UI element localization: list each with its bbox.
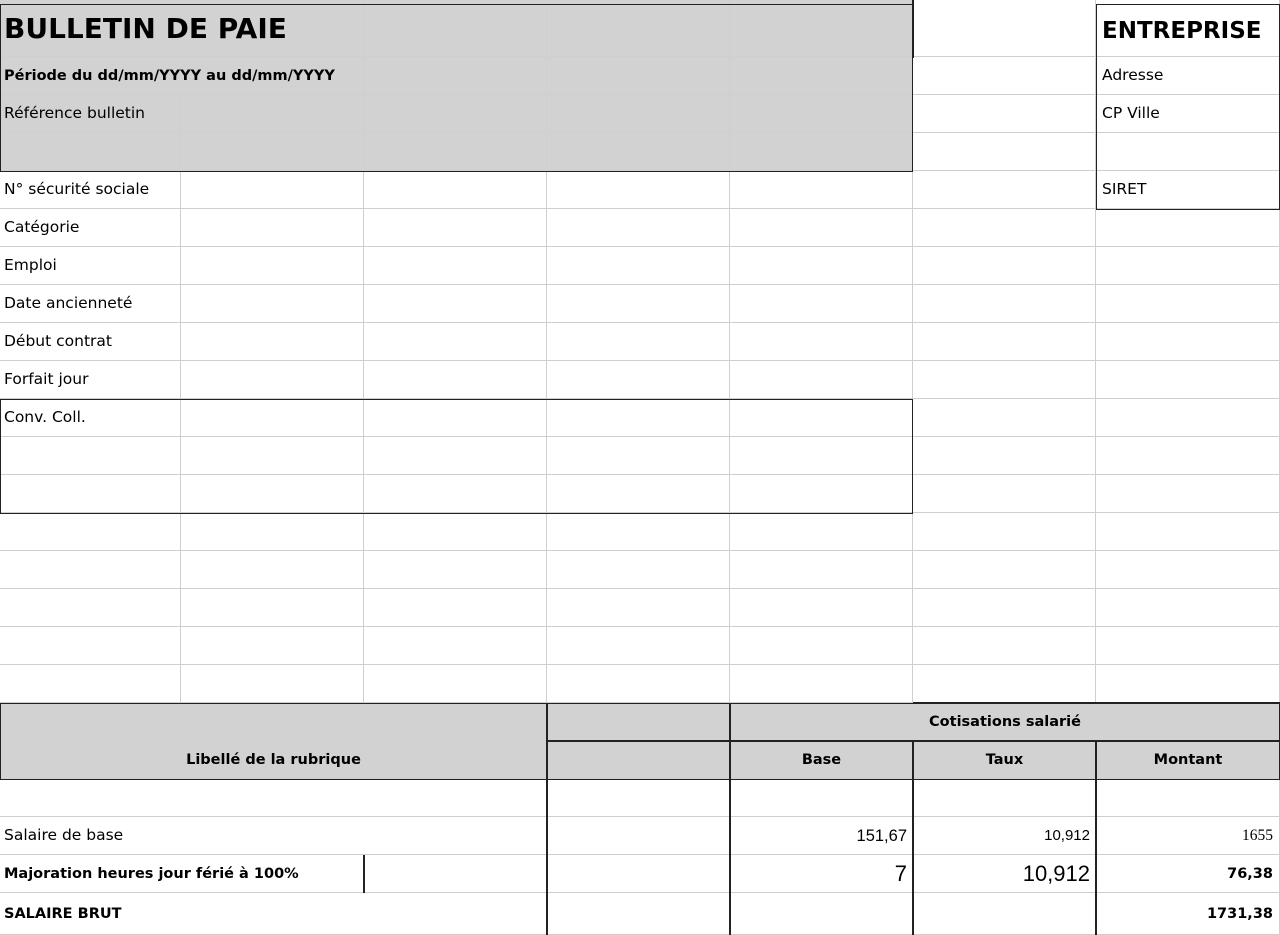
column-header-rate: Taux [985,751,1024,768]
sheet-cell[interactable] [913,589,1096,627]
line-rate: 10,912 [1044,827,1090,844]
sheet-cell[interactable] [547,893,730,935]
field-category: Catégorie [4,218,80,236]
sheet-cell[interactable] [181,323,364,361]
lines-header-top-border [913,702,1280,704]
sheet-cell[interactable] [547,323,730,361]
sheet-cell[interactable] [0,437,181,475]
sheet-cell[interactable] [1096,285,1280,323]
sheet-cell[interactable] [364,513,547,551]
lines-divider-taux [912,779,914,935]
sheet-cell[interactable] [181,551,364,589]
sheet-cell[interactable] [547,589,730,627]
field-social-security: N° sécurité sociale [4,180,150,198]
sheet-cell[interactable] [0,513,181,551]
sheet-cell[interactable] [913,57,1096,95]
sheet-cell[interactable] [0,551,181,589]
employer-siret: SIRET [1102,180,1147,198]
sheet-cell[interactable] [1096,475,1280,513]
lines-divider-base [729,779,731,935]
sheet-cell[interactable] [730,627,913,665]
sheet-cell[interactable] [0,133,181,171]
sheet-cell[interactable] [913,95,1096,133]
sheet-cell[interactable] [913,551,1096,589]
employer-gap-divider [912,0,914,58]
sheet-cell[interactable] [730,285,913,323]
sheet-cell[interactable] [547,247,730,285]
sheet-cell[interactable] [364,551,547,589]
sheet-cell[interactable] [0,627,181,665]
sheet-cell[interactable] [913,247,1096,285]
employer-address: Adresse [1102,66,1164,84]
field-day-package: Forfait jour [4,370,89,388]
sheet-cell[interactable] [547,779,730,817]
sheet-cell[interactable] [1096,627,1280,665]
field-job: Emploi [4,256,57,274]
sheet-cell[interactable] [181,665,364,703]
sheet-cell[interactable] [547,57,730,95]
sheet-cell[interactable] [1096,437,1280,475]
sheet-cell[interactable] [913,893,1096,935]
sheet-cell[interactable] [364,855,547,893]
sheet-cell[interactable] [547,133,730,171]
sheet-cell[interactable] [913,171,1096,209]
sheet-cell[interactable] [730,95,913,133]
sheet-cell[interactable] [364,209,547,247]
sheet-cell[interactable] [547,171,730,209]
line-rate: 10,912 [1022,861,1090,886]
reference-label: Référence bulletin [4,104,145,122]
sheet-cell[interactable] [364,399,547,437]
sheet-cell[interactable] [547,817,730,855]
sheet-cell[interactable] [547,513,730,551]
sheet-cell[interactable] [364,437,547,475]
sheet-cell[interactable] [1096,665,1280,703]
sheet-cell[interactable] [181,171,364,209]
column-header-group: Cotisations salarié [929,713,1081,730]
sheet-cell[interactable] [730,399,913,437]
sheet-cell[interactable] [913,475,1096,513]
sheet-cell[interactable] [1096,209,1280,247]
sheet-cell[interactable] [364,95,547,133]
line-label: Majoration heures jour férié à 100% [4,865,299,882]
line-base: 151,67 [856,826,907,845]
line-label: Salaire de base [4,826,124,844]
sheet-cell[interactable] [364,323,547,361]
sheet-cell[interactable] [730,437,913,475]
sheet-cell[interactable] [913,285,1096,323]
sheet-cell[interactable] [181,133,364,171]
sheet-cell[interactable] [547,703,730,741]
period-label: Période du dd/mm/YYYY au dd/mm/YYYY [4,67,335,84]
sheet-cell[interactable] [1096,589,1280,627]
sheet-cell[interactable] [547,437,730,475]
sheet-cell[interactable] [1096,247,1280,285]
sheet-cell[interactable] [1096,323,1280,361]
sheet-cell[interactable] [181,95,364,133]
majoration-label-divider [363,855,365,893]
sheet-cell[interactable] [181,437,364,475]
sheet-cell[interactable] [730,323,913,361]
sheet-cell[interactable] [730,589,913,627]
sheet-cell[interactable] [364,171,547,209]
sheet-cell[interactable] [1096,399,1280,437]
field-contract-start: Début contrat [4,332,112,350]
field-collective-agreement: Conv. Coll. [4,408,86,426]
sheet-cell[interactable] [181,361,364,399]
sheet-cell[interactable] [913,665,1096,703]
sheet-cell[interactable] [0,703,547,779]
sheet-cell[interactable] [730,513,913,551]
sheet-cell[interactable] [730,133,913,171]
sheet-cell[interactable] [364,133,547,171]
sheet-cell[interactable] [1096,779,1280,817]
sheet-cell[interactable] [547,741,730,779]
line-base: 7 [894,861,907,886]
column-header-base: Base [801,751,842,768]
sheet-cell[interactable] [547,95,730,133]
sheet-cell[interactable] [730,475,913,513]
sheet-cell[interactable] [547,285,730,323]
sheet-cell[interactable] [913,513,1096,551]
sheet-cell[interactable] [913,209,1096,247]
sheet-cell[interactable] [913,399,1096,437]
sheet-cell[interactable] [913,361,1096,399]
sheet-cell[interactable] [547,0,730,57]
sheet-cell[interactable] [730,209,913,247]
sheet-cell[interactable] [364,0,547,57]
sheet-cell[interactable] [547,665,730,703]
sheet-cell[interactable] [913,779,1096,817]
sheet-cell[interactable] [181,513,364,551]
column-header-amount: Montant [1153,751,1223,768]
sheet-cell[interactable] [730,551,913,589]
sheet-cell[interactable] [364,285,547,323]
line-amount: 1731,38 [1206,905,1273,922]
sheet-cell[interactable] [181,627,364,665]
sheet-cell[interactable] [730,361,913,399]
sheet-cell[interactable] [364,665,547,703]
column-header-label: Libellé de la rubrique [186,751,361,768]
payslip-title: BULLETIN DE PAIE [4,11,287,45]
sheet-cell[interactable] [913,627,1096,665]
sheet-cell[interactable] [547,361,730,399]
sheet-cell[interactable] [730,665,913,703]
sheet-cell[interactable] [1096,551,1280,589]
sheet-cell[interactable] [0,589,181,627]
sheet-cell[interactable] [181,209,364,247]
sheet-cell[interactable] [913,0,1096,57]
sheet-cell[interactable] [547,209,730,247]
sheet-cell[interactable] [730,57,913,95]
sheet-cell[interactable] [547,627,730,665]
sheet-cell[interactable] [364,627,547,665]
employer-title: ENTREPRISE [1102,17,1262,44]
sheet-cell[interactable] [730,171,913,209]
sheet-cell[interactable] [181,399,364,437]
sheet-cell[interactable] [1096,133,1280,171]
sheet-cell[interactable] [1096,513,1280,551]
sheet-cell[interactable] [1096,361,1280,399]
sheet-cell[interactable] [181,247,364,285]
sheet-cell[interactable] [181,475,364,513]
line-amount: 1655 [1242,827,1273,844]
field-seniority-date: Date ancienneté [4,294,133,312]
sheet-cell[interactable] [547,399,730,437]
sheet-cell[interactable] [547,551,730,589]
sheet-cell[interactable] [364,247,547,285]
sheet-cell[interactable] [730,893,913,935]
lines-header-divider-1 [546,703,548,780]
sheet-cell[interactable] [730,779,913,817]
line-label: SALAIRE BRUT [4,905,122,922]
sheet-cell[interactable] [364,57,547,95]
sheet-cell[interactable] [547,475,730,513]
sheet-cell[interactable] [0,665,181,703]
sheet-cell[interactable] [913,133,1096,171]
sheet-cell[interactable] [181,589,364,627]
sheet-cell[interactable] [0,779,547,817]
sheet-cell[interactable] [181,285,364,323]
line-amount: 76,38 [1227,865,1273,882]
sheet-cell[interactable] [364,589,547,627]
sheet-cell[interactable] [730,0,913,57]
sheet-cell[interactable] [364,361,547,399]
sheet-cell[interactable] [913,323,1096,361]
lines-header-mid-border [547,740,1280,742]
lines-divider-libelle [546,779,548,935]
employer-city: CP Ville [1102,104,1160,122]
sheet-cell[interactable] [547,855,730,893]
sheet-cell[interactable] [730,247,913,285]
sheet-cell[interactable] [913,437,1096,475]
sheet-cell[interactable] [364,475,547,513]
sheet-cell[interactable] [0,475,181,513]
